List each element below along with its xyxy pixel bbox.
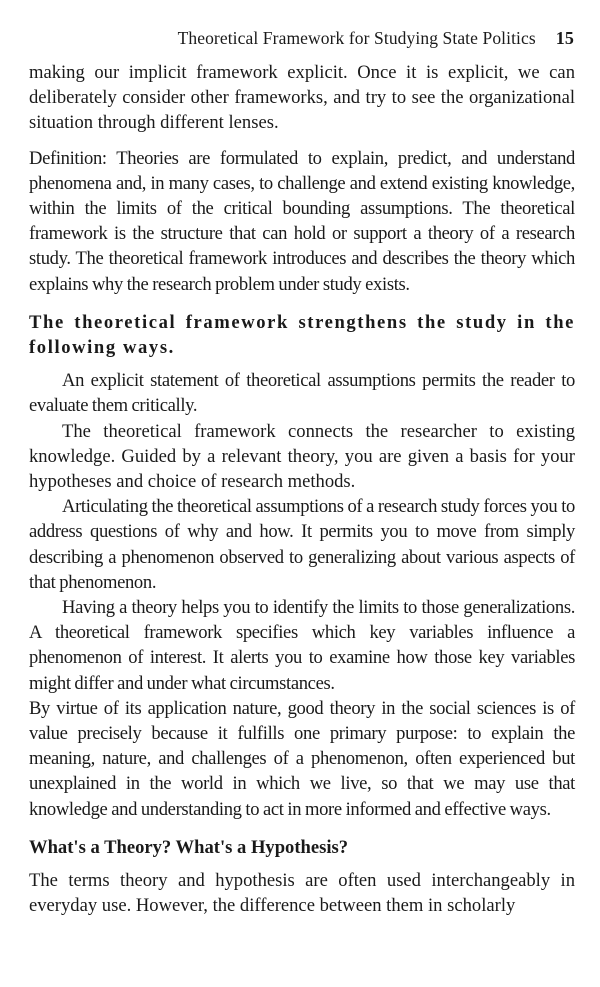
section-heading-theory-hypothesis: What's a Theory? What's a Hypothesis? xyxy=(29,836,349,858)
paragraph-explicit-statement: An explicit statement of theoretical assumptions permits the reader to evaluate them critically. xyxy=(29,370,575,417)
paragraph-continued: making our implicit framework explicit. Once it is explicit, we can deliberately consider other frameworks, and try to see the organizational situation through different lenses. xyxy=(29,62,575,134)
paragraph-terms: The terms theory and hypothesis are often used interchangeably in everyday use. However, the difference between them in scholarly xyxy=(29,870,575,917)
section-heading-strengthens: The theoretical framework strengthens the study in the following ways. xyxy=(29,311,575,359)
paragraph-definition: Definition: Theories are formulated to explain, predict, and understand phenomena and, in many cases, to challenge and extend existing knowledge, within the limits of the critical bounding assumptions. The theoretical framework is the structure that can hold or support a theory of a research study. The theoretical framework introduces and describes the theory which explains why the research problem under study exists. xyxy=(29,147,575,295)
running-head xyxy=(0,28,574,49)
paragraph-by-virtue: By virtue of its application nature, good theory in the social sciences is of value precisely because it fulfills one primary purpose: to explain the meaning, nature, and challenges of a phenomenon, often experienced but unexplained in the world in which we live, so that we may use that knowledge and understanding to act in more informed and effective ways. xyxy=(29,697,575,820)
paragraph-connects: The theoretical framework connects the researcher to existing knowledge. Guided by a relevant theory, you are given a basis for your hypotheses and choice of research methods. xyxy=(29,420,575,493)
running-title: Theoretical Framework for Studying State Politics xyxy=(177,28,536,48)
paragraph-articulating: Articulating the theoretical assumptions of a research study forces you to address questions of why and how. It permits you to move from simply describing a phenomenon observed to generalizing about various aspects of that phenomenon. xyxy=(29,496,575,593)
paragraph-having-theory: Having a theory helps you to identify the limits to those generalizations. A theoretical framework specifies which key variables influence a phenomenon of interest. It alerts you to examine how those key variables might differ and under what circumstances. xyxy=(29,597,575,694)
body-text xyxy=(29,60,575,919)
page-number: 15 xyxy=(555,28,574,48)
